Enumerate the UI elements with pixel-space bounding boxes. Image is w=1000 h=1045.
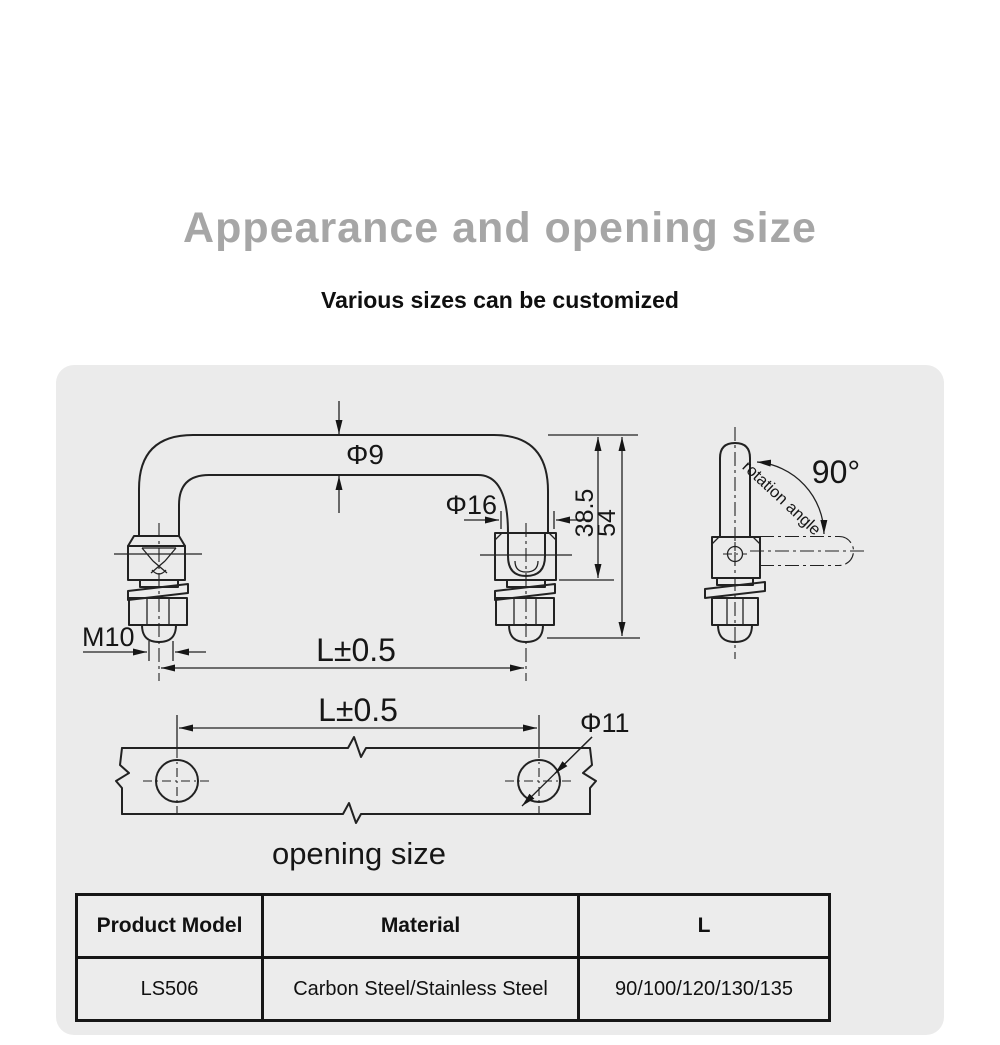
opening-view — [116, 692, 630, 823]
dim-boss-diameter — [445, 490, 591, 529]
dim-hole-diameter — [522, 708, 630, 806]
side-clamp — [712, 537, 760, 578]
right-post — [480, 523, 572, 681]
header-material: Material — [263, 895, 579, 958]
cell-l-values: 90/100/120/130/135 — [579, 958, 830, 1021]
rotation-angle-label: rotation angle — [738, 457, 825, 540]
dim-label-l-front: L±0.5 — [316, 632, 396, 668]
spec-table-header-row — [77, 895, 830, 958]
dim-label-54: 54 — [593, 509, 621, 537]
dim-label-l-opening: L±0.5 — [318, 692, 398, 728]
drawing-panel — [56, 365, 944, 1035]
rotation-angle-value: 90° — [811, 454, 861, 490]
dim-tube-diameter — [339, 401, 384, 513]
front-view — [82, 401, 640, 681]
handle-tube-outer — [139, 435, 548, 536]
cell-product-model: LS506 — [77, 958, 263, 1021]
dim-label-phi9: Φ9 — [346, 439, 384, 470]
dim-thread — [82, 622, 206, 661]
dim-hole-spacing — [177, 692, 539, 748]
dim-label-phi16: Φ16 — [445, 490, 497, 520]
dim-total-height — [547, 437, 640, 638]
cell-material: Carbon Steel/Stainless Steel — [263, 958, 579, 1021]
dim-clamp-height — [559, 437, 614, 580]
dim-label-m10: M10 — [82, 622, 135, 652]
mounting-plate — [122, 737, 590, 757]
dim-label-phi11: Φ11 — [580, 708, 630, 738]
side-view — [705, 427, 864, 659]
side-folded-handle-phantom — [750, 537, 864, 566]
header-l: L — [579, 895, 830, 958]
dim-center-distance — [161, 632, 524, 668]
header-product-model: Product Model — [77, 895, 263, 958]
dim-label-38-5: 38.5 — [571, 488, 599, 538]
page-title: Appearance and opening size — [183, 204, 817, 252]
left-post — [114, 523, 202, 681]
spec-table-data-row — [77, 958, 830, 1021]
page-subtitle: Various sizes can be customized — [321, 287, 679, 313]
spec-table — [75, 893, 831, 1022]
opening-size-caption: opening size — [271, 836, 447, 871]
